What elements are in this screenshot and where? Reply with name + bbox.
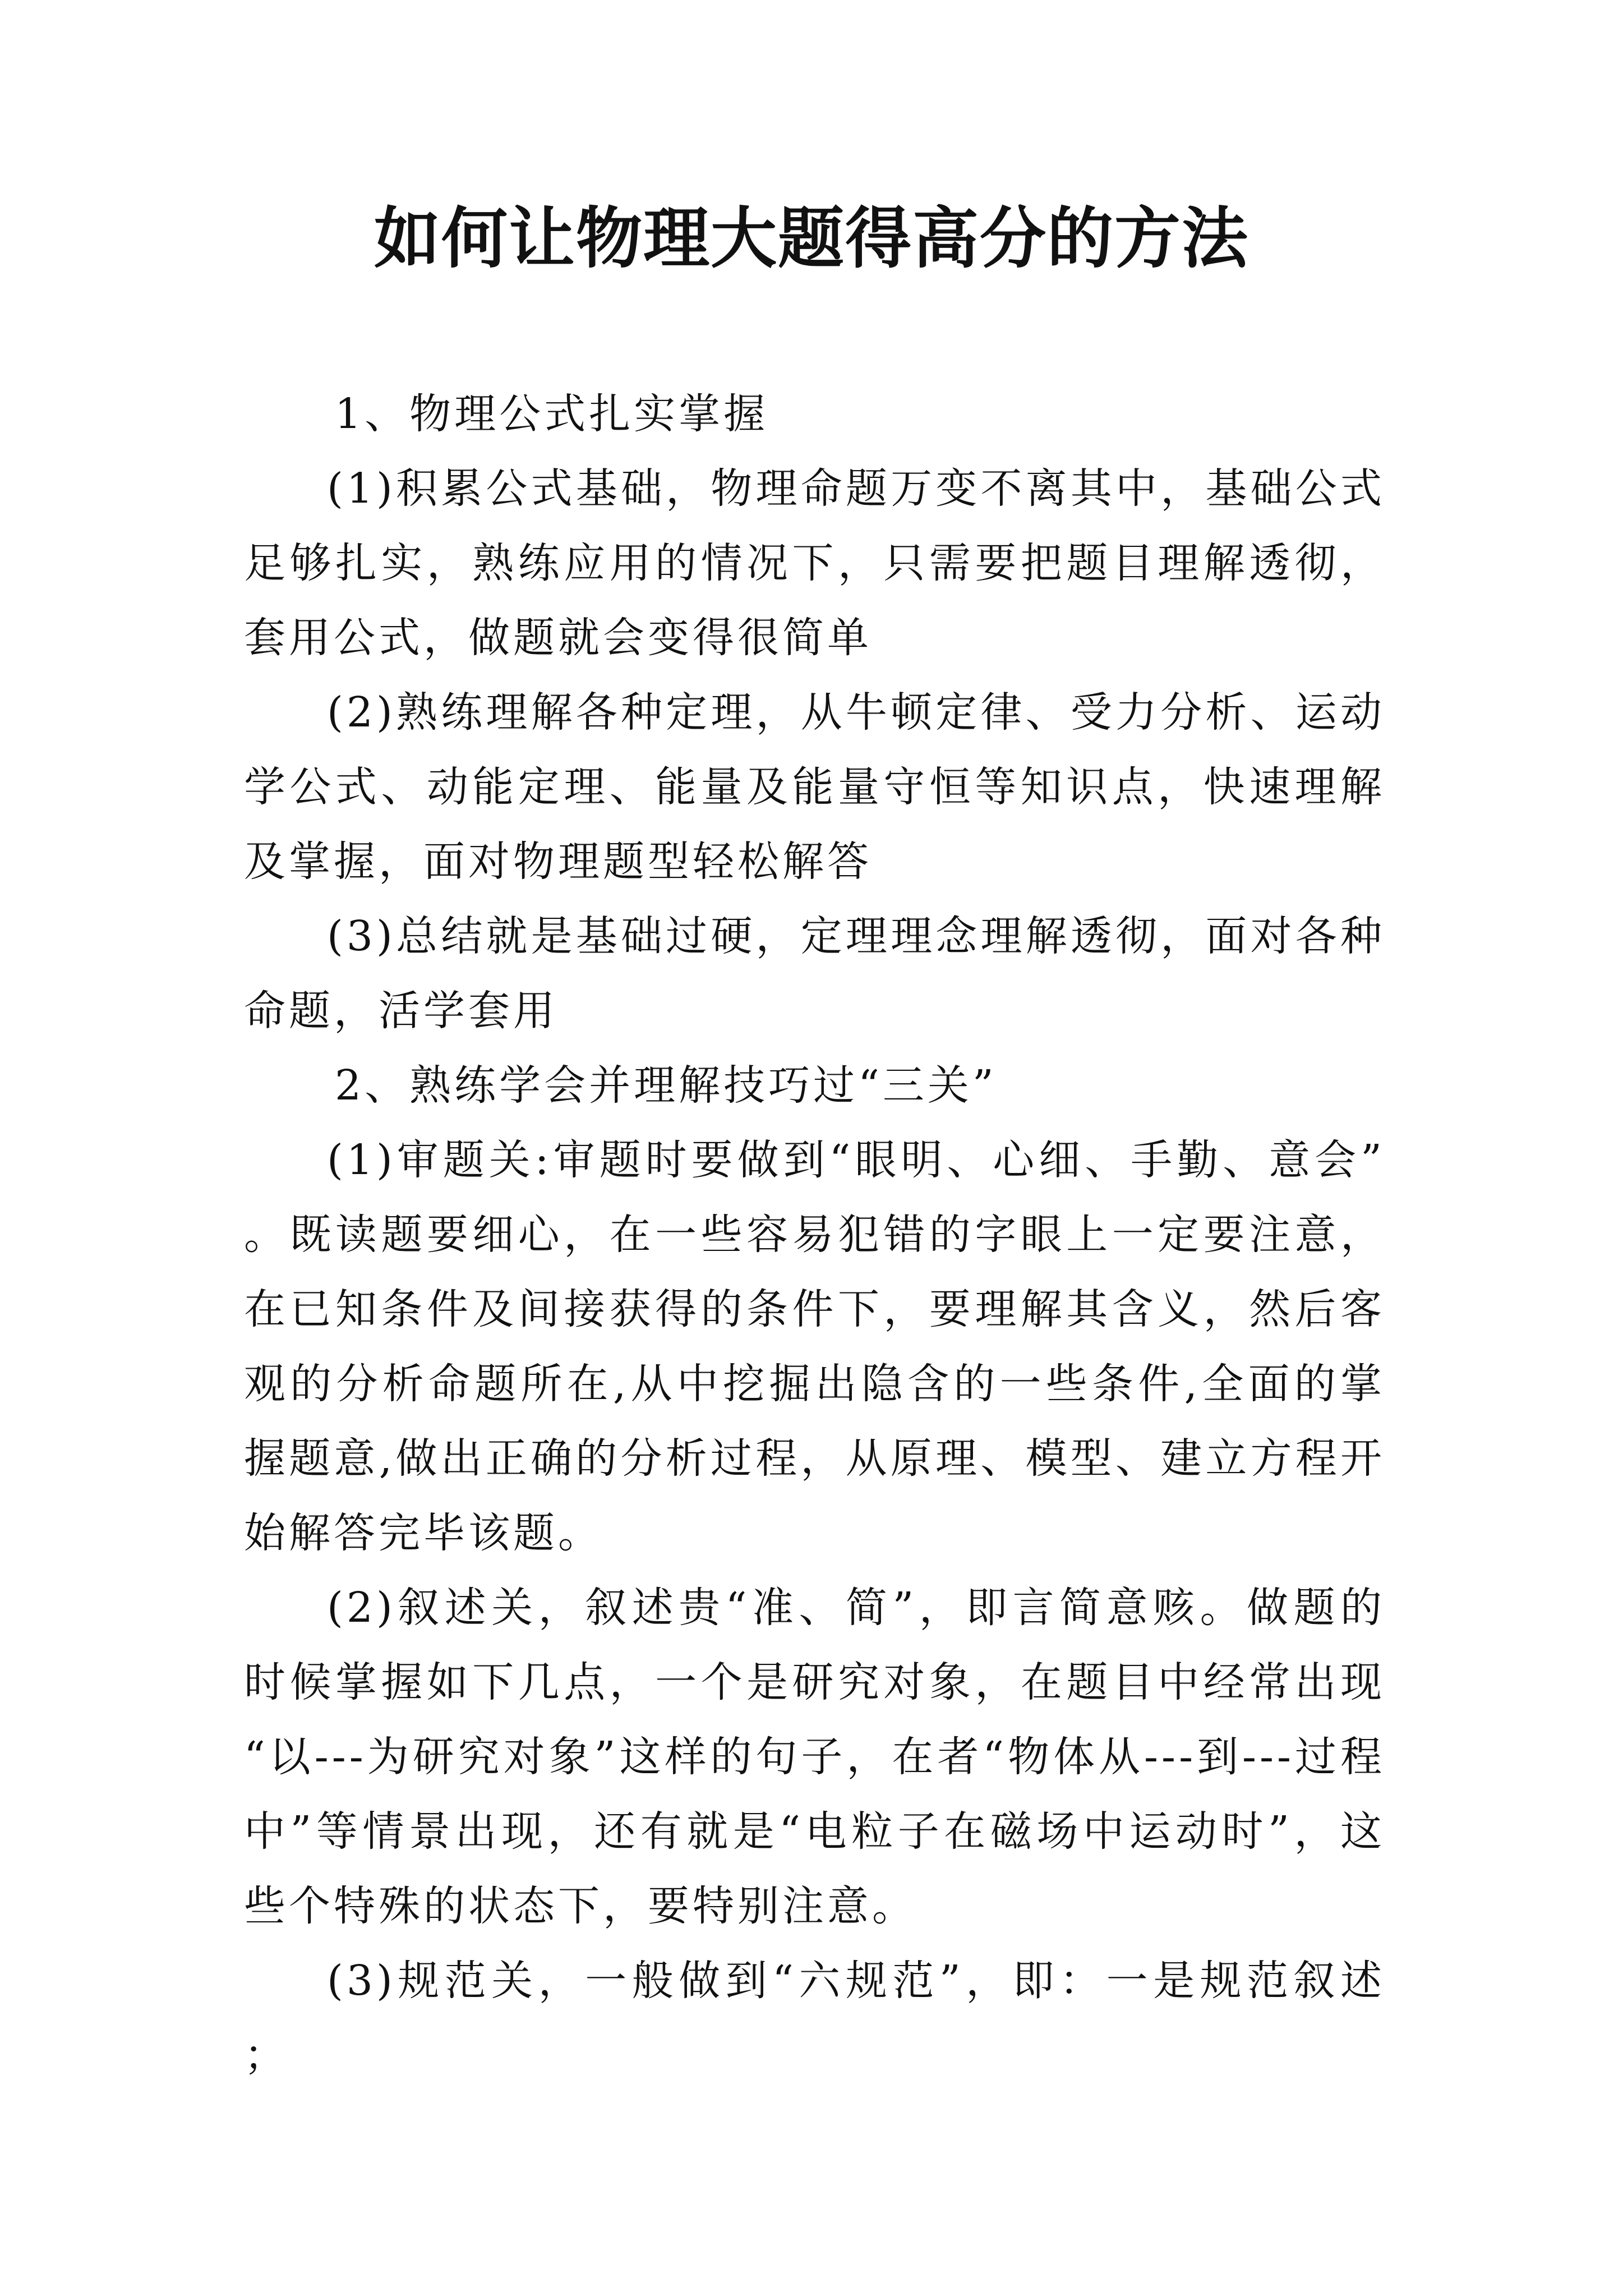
paragraph-1-1: (1)积累公式基础，物理命题万变不离其中，基础公式足够扎实，熟练应用的情况下，只需要把题目理解透彻，套用公式，做题就会变得很简单 (244, 464, 1385, 662)
paragraph-1-2: (2)熟练理解各种定理，从牛顿定律、受力分析、运动学公式、动能定理、能量及能量守恒等知识点，快速理解及掌握，面对物理题型轻松解答 (244, 688, 1385, 886)
paragraph-2-2: (2)叙述关，叙述贵“准、简”，即言简意赅。做题的时候掌握如下几点，一个是研究对象，在题目中经常出现“以---为研究对象”这样的句子，在者“物体从---到---过程中”等情景出现，还有就是“电粒子在磁场中运动时”，这些个特殊的状态下，要特别注意。 (244, 1584, 1385, 1930)
document-body (244, 377, 1385, 2093)
section-heading-2: 2、熟练学会并理解技巧过“三关” (335, 1061, 997, 1110)
paragraph-1-3: (3)总结就是基础过硬，定理理念理解透彻，面对各种命题，活学套用 (244, 912, 1385, 1035)
paragraph-2-3: (3)规范关，一般做到“六规范”，即：一是规范叙述； (244, 1957, 1385, 2079)
paragraph-2-1: (1)审题关:审题时要做到“眼明、心细、手勤、意会”。既读题要细心，在一些容易犯错的字眼上一定要注意，在已知条件及间接获得的条件下，要理解其含义，然后客观的分析命题所在,从中挖掘出隐含的一些条件,全面的掌握题意,做出正确的分析过程，从原理、模型、建立方程开始解答完毕该题。 (244, 1136, 1385, 1557)
section-heading-1: 1、物理公式扎实掌握 (335, 390, 769, 438)
document-title: 如何让物理大题得高分的方法 (374, 199, 1249, 277)
